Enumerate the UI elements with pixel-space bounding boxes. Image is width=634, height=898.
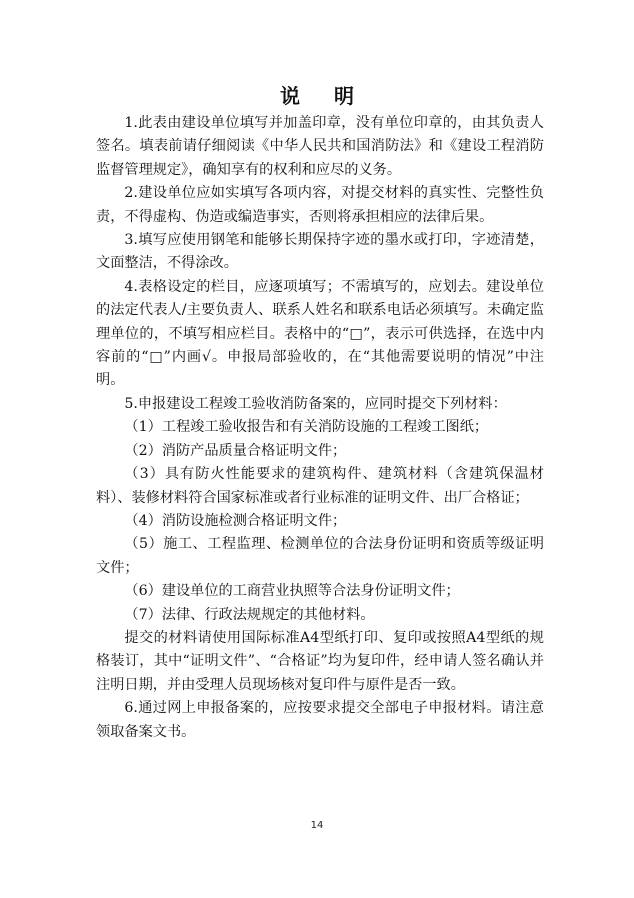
- title-char-2: 明: [334, 84, 354, 108]
- paragraph-3: 3.填写应使用钢笔和能够长期保持字迹的墨水或打印，字迹清楚，文面整洁，不得涂改。: [96, 232, 544, 272]
- material-item-6: （6）建设单位的工商营业执照等合法身份证明文件；: [124, 583, 460, 600]
- instructions-body: [96, 112, 544, 744]
- material-item-7: （7）法律、行政法规规定的其他材料。: [124, 606, 375, 623]
- submission-note: 提交的材料请使用国际标准A4型纸打印、复印或按照A4型纸的规格装订，其中“证明文件”、“合格证”均为复印件，经申请人签名确认并注明日期，并由受理人员现场核对复印件与原件是否一致。: [96, 629, 544, 693]
- page-title: [0, 80, 634, 109]
- paragraph-6: 6.通过网上申报备案的，应按要求提交全部电子申报材料。请注意领取备案文书。: [96, 700, 544, 740]
- material-item-2: （2）消防产品质量合格证明文件；: [124, 442, 347, 459]
- material-item-4: （4）消防设施检测合格证明文件；: [124, 512, 347, 529]
- material-item-3: （3）具有防火性能要求的建筑构件、建筑材料（含建筑保温材料）、装修材料符合国家标准或者行业标准的证明文件、出厂合格证；: [96, 466, 544, 506]
- material-item-5: （5）施工、工程监理、检测单位的合法身份证明和资质等级证明文件；: [96, 536, 544, 576]
- title-char-1: 说: [280, 84, 300, 108]
- paragraph-4: 4.表格设定的栏目，应逐项填写；不需填写的，应划去。建设单位的法定代表人/主要负责人、联系人姓名和联系电话必须填写。未确定监理单位的，不填写相应栏目。表格中的“□”，表示可供选择，在选中内容前的“□”内画√。申报局部验收的，在“其他需要说明的情况”中注明。: [96, 278, 544, 389]
- paragraph-2: 2.建设单位应如实填写各项内容，对提交材料的真实性、完整性负责，不得虚构、伪造或编造事实，否则将承担相应的法律后果。: [96, 185, 544, 225]
- page-number: 14: [310, 820, 324, 831]
- material-item-1: （1）工程竣工验收报告和有关消防设施的工程竣工图纸；: [124, 419, 489, 436]
- paragraph-1: 1.此表由建设单位填写并加盖印章，没有单位印章的，由其负责人签名。填表前请仔细阅读《中华人民共和国消防法》和《建设工程消防监督管理规定》，确知享有的权利和应尽的义务。: [96, 115, 544, 178]
- paragraph-5: 5.申报建设工程竣工验收消防备案的，应同时提交下列材料：: [124, 395, 507, 412]
